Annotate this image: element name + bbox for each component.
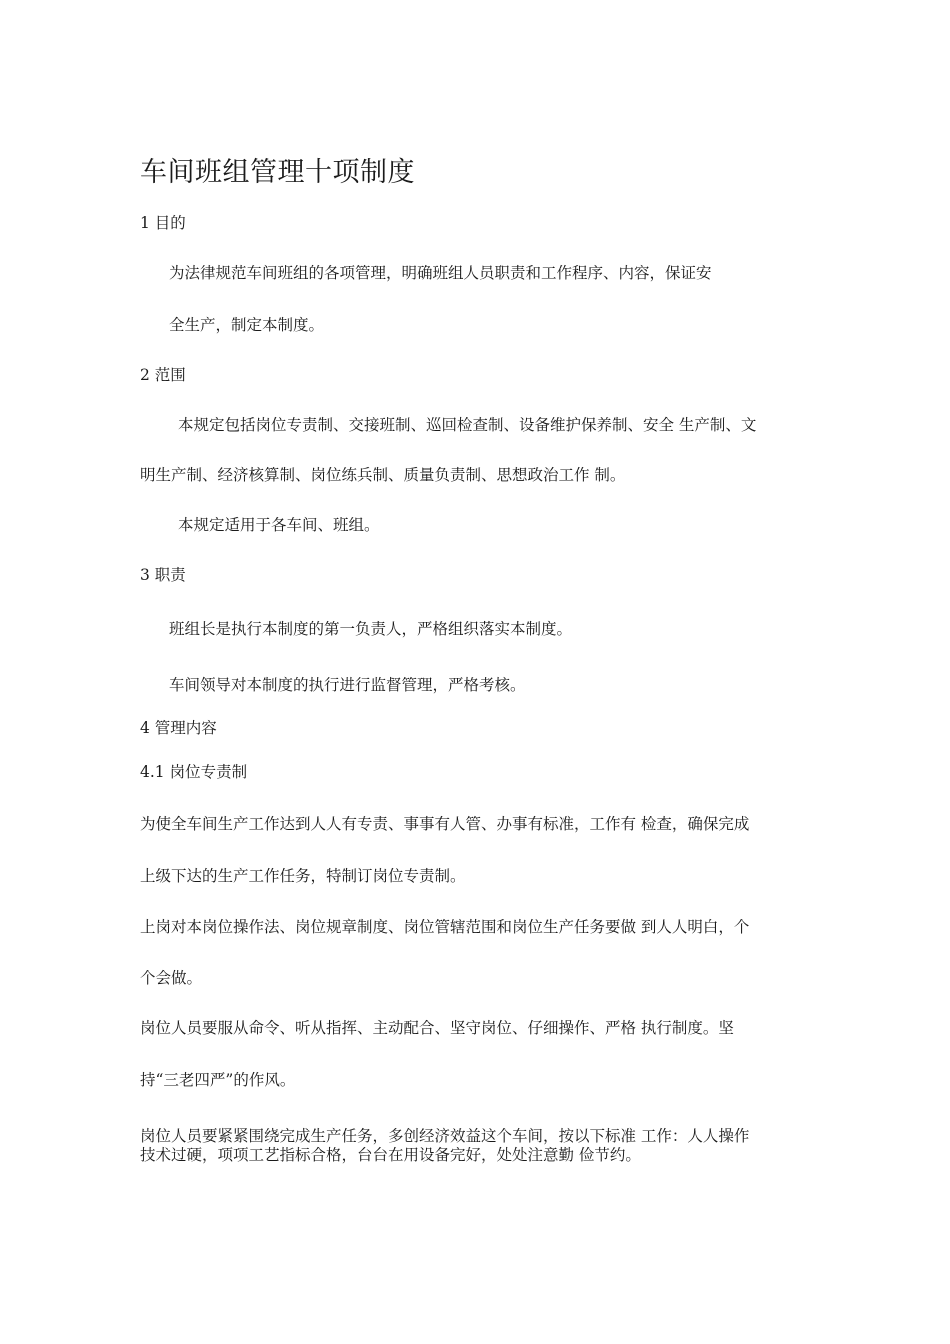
section-4-1-heading: 4.1 岗位专责制: [140, 763, 248, 781]
paragraph-line: 明生产制、经济核算制、岗位练兵制、质量负责制、思想政治工作 制。: [140, 466, 626, 484]
paragraph-line: 上级下达的生产工作任务，特制订岗位专责制。: [140, 867, 466, 885]
paragraph-line: 岗位人员要服从命令、听从指挥、主动配合、坚守岗位、仔细操作、严格 执行制度。坚: [140, 1019, 734, 1037]
paragraph-line: 为使全车间生产工作达到人人有专责、事事有人管、办事有标准，工作有 检查，确保完成: [140, 815, 750, 833]
paragraph-line: 全生产，制定本制度。: [169, 316, 325, 334]
document-title: 车间班组管理十项制度: [140, 157, 415, 188]
paragraph-line: 为法律规范车间班组的各项管理，明确班组人员职责和工作程序、内容，保证安: [169, 264, 712, 282]
paragraph-line: 技术过硬，项项工艺指标合格，台台在用设备完好，处处注意勤 俭节约。: [140, 1146, 641, 1164]
section-4-heading: 4 管理内容: [140, 719, 217, 737]
paragraph-line: 持“三老四严”的作风。: [140, 1071, 296, 1089]
paragraph-line: 上岗对本岗位操作法、岗位规章制度、岗位管辖范围和岗位生产任务要做 到人人明白，个: [140, 918, 750, 936]
paragraph-line: 个会做。: [140, 969, 203, 987]
section-1-heading: 1 目的: [140, 214, 186, 232]
section-3-heading: 3 职责: [140, 566, 186, 584]
paragraph-line: 岗位人员要紧紧围绕完成生产任务，多创经济效益这个车间，按以下标准 工作：人人操作: [140, 1127, 750, 1145]
section-2-heading: 2 范围: [140, 366, 186, 384]
paragraph-line: 本规定适用于各车间、班组。: [178, 516, 380, 534]
paragraph-line: 车间领导对本制度的执行进行监督管理，严格考核。: [169, 676, 526, 694]
paragraph-line: 本规定包括岗位专责制、交接班制、巡回检查制、设备维护保养制、安全 生产制、文: [178, 416, 757, 434]
paragraph-line: 班组长是执行本制度的第一负责人，严格组织落实本制度。: [169, 620, 573, 638]
